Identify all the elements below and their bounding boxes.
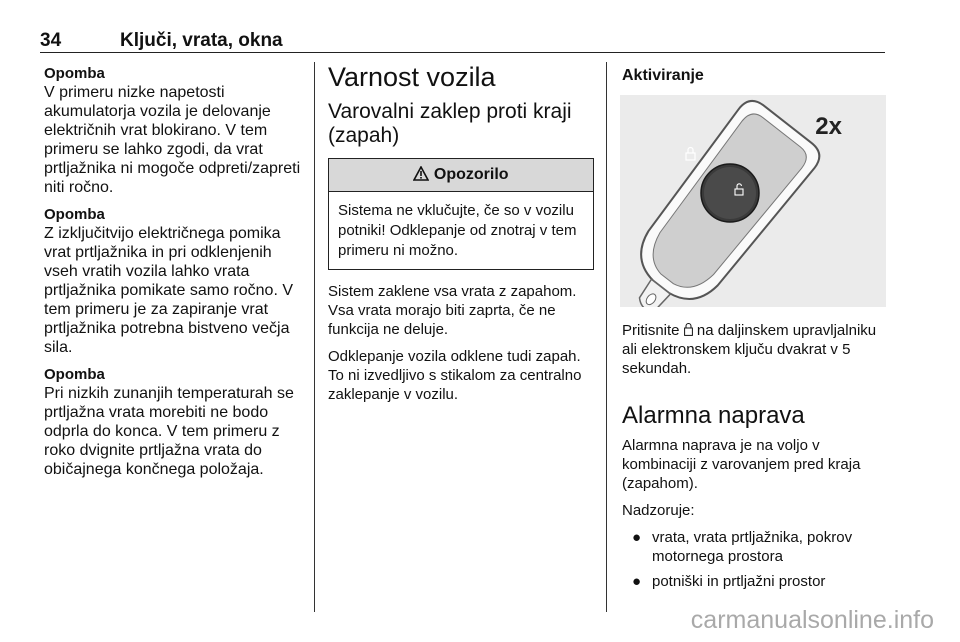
bullet-icon: ● [632, 529, 642, 546]
press-twice-label: 2x [815, 113, 842, 140]
activation-heading: Aktiviranje [622, 67, 704, 84]
column-security [328, 62, 594, 412]
note-title: Opomba [44, 65, 105, 82]
page-number: 34 [40, 30, 62, 51]
instruction-text: na daljinskem upravljalniku ali elektronskem ključu dvakrat v 5 sekundah. [622, 322, 877, 377]
note-block [44, 365, 306, 479]
lock-icon [684, 323, 693, 336]
instruction-paragraph [622, 321, 887, 378]
monitored-list [622, 528, 887, 591]
column-divider-left [314, 62, 315, 612]
note-text: V primeru nizke napetosti akumulatorja vozila je delovanje električnih vrat blokirano. V tem primeru se lahko zgodi, da vrat prtljažnika ni mogoče odpreti/zapreti niti ročno. [44, 84, 301, 196]
column-notes [44, 64, 306, 487]
warning-header [329, 159, 593, 192]
list-item: ● potniški in prtljažni prostor [632, 573, 826, 590]
warning-triangle-icon [413, 166, 429, 181]
section-title: Varnost vozila [328, 62, 496, 92]
paragraph: Odklepanje vozila odklene tudi zapah. To ni izvedljivo s stikalom za centralno zaklepanje v vozilu. [328, 348, 582, 403]
note-block [44, 64, 306, 197]
watermark: carmanualsonline.info [690, 606, 934, 634]
note-text: Pri nizkih zunanjih temperaturah se prtljažna vrata morebiti ne bodo odprla do konca. V tem primeru z roko dvignite prtljažna vrata do običajnega končnega položaja. [44, 385, 294, 478]
column-divider-right [606, 62, 607, 612]
warning-title: Opozorilo [433, 166, 509, 183]
note-title: Opomba [44, 366, 105, 383]
note-title: Opomba [44, 206, 105, 223]
column-activation [622, 62, 887, 597]
key-fob-image [620, 95, 886, 307]
paragraph: Sistem zaklene vsa vrata z zapahom. Vsa vrata morajo biti zaprta, če ne funkcija ne deluje. [328, 283, 577, 338]
paragraph: Nadzoruje: [622, 502, 695, 519]
note-block [44, 205, 306, 357]
instruction-text: Pritisnite [622, 322, 684, 339]
lock-icon [686, 148, 695, 161]
bullet-icon: ● [632, 573, 642, 590]
note-text: Z izključitvijo električnega pomika vrat prtljažnika in pri odklenjenih vseh vratih vozila lahko vrata prtljažnika pomikate samo ročno. V tem primeru je za zapiranje vrat prtljažnika potrebna bistveno večja sila. [44, 225, 293, 356]
list-item: ● vrata, vrata prtljažnika, pokrov motornega prostora [632, 529, 853, 565]
section-title: Alarmna naprava [622, 402, 805, 429]
key-fob-illustration [620, 95, 886, 307]
subsection-title: Varovalni zaklep proti kraji (zapah) [328, 100, 572, 147]
warning-box [328, 158, 594, 270]
paragraph: Alarmna naprava je na voljo v kombinaciji z varovanjem pred kraja (zapahom). [622, 437, 861, 492]
chapter-title: Ključi, vrata, okna [120, 30, 283, 51]
warning-text: Sistema ne vklučujte, če so v vozilu potniki! Odklepanje od znotraj v tem primeru ni možno. [338, 202, 577, 259]
page-header [40, 30, 885, 53]
